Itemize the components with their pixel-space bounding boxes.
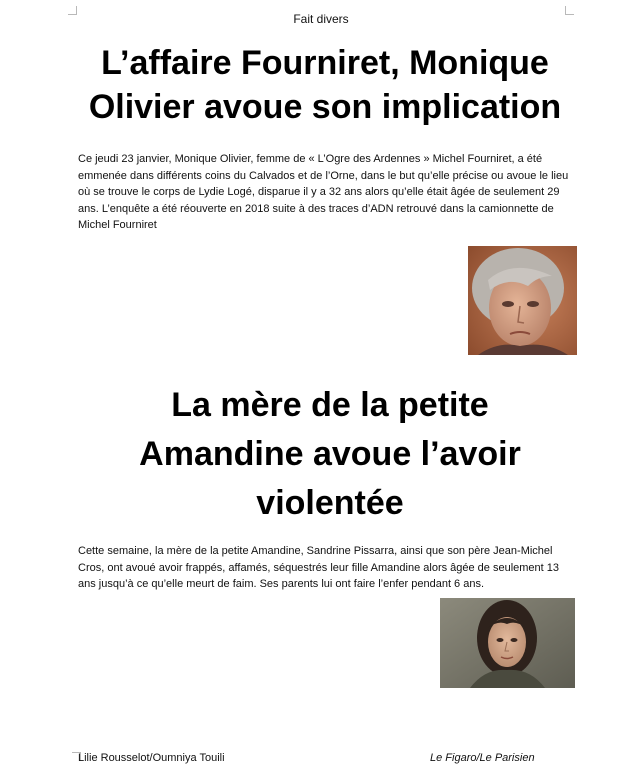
article-1-title[interactable]: L’affaire Fourniret, Monique Olivier avoue son implication <box>88 44 562 126</box>
footer-authors[interactable]: Lilie Rousselot/Oumniya Touili <box>78 752 225 764</box>
portrait-girl-dark-hair <box>440 598 575 688</box>
article-2-photo <box>440 598 575 688</box>
article-2-body[interactable]: Cette semaine, la mère de la petite Amandine, Sandrine Pissarra, ainsi que son père Jean-Michel Cros, ont avoué avoir frappés, affamés, séquestrés leur fille Amandine alors âgée de seulement 13 ans jusqu’à ce qu’elle meurt de faim. Ses parents lui ont faire l’enfer pendant 6 ans. <box>78 545 560 590</box>
footer-sources[interactable]: Le Figaro/Le Parisien <box>430 752 535 764</box>
portrait-woman-grey-hair <box>468 246 577 355</box>
page-header[interactable]: Fait divers <box>293 12 349 26</box>
article-2-title[interactable]: La mère de la petite Amandine avoue l’avoir violentée <box>139 386 521 522</box>
article-1-photo <box>468 246 577 355</box>
article-1-body[interactable]: Ce jeudi 23 janvier, Monique Olivier, femme de « L’Ogre des Ardennes » Michel Fourniret, a été emmenée dans différents coins du Calvados et de l’Orne, dans le but qu’elle précise ou avoue le lieu où se trouve le corps de Lydie Logé, disparue il y a 32 ans alors qu’elle était âgée de seulement 29 ans. L’enquête a été réouverte en 2018 suite à des traces d’ADN retrouvé dans la camionnette de Michel Fourniret <box>78 153 569 231</box>
